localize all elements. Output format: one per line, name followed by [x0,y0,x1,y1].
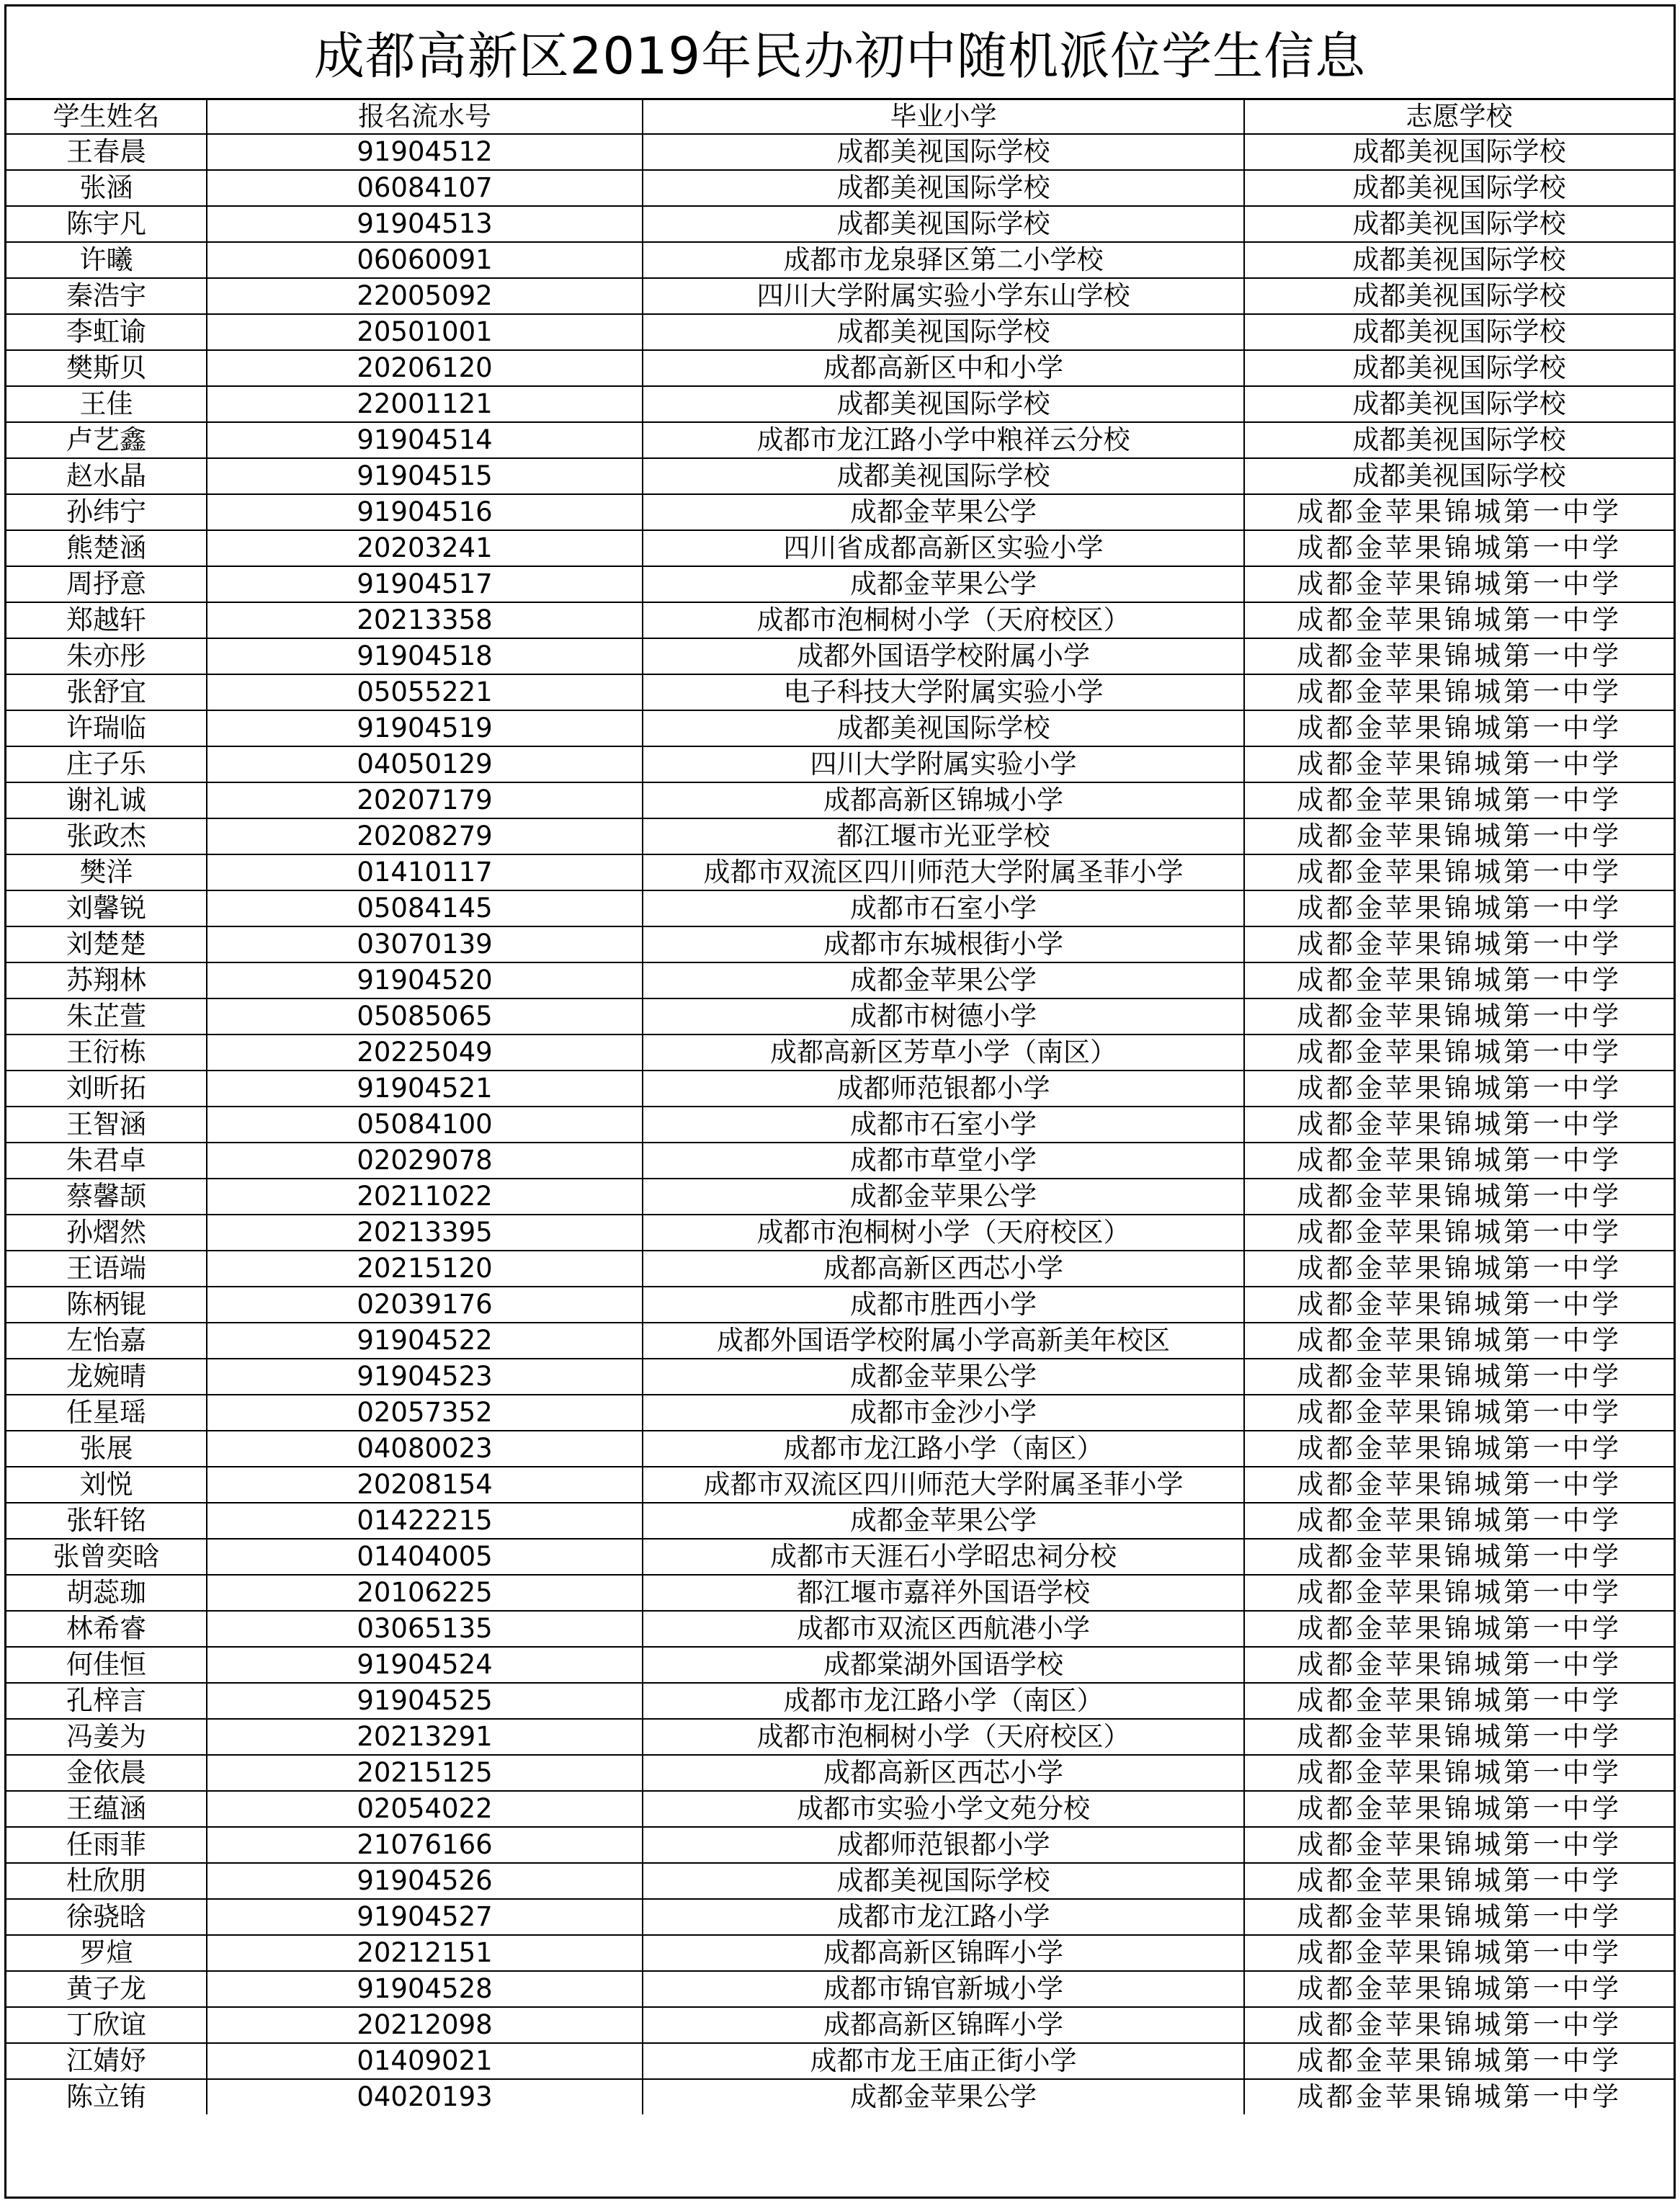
table-row [6,1287,1674,1323]
cell-student-name: 樊洋 [6,854,207,890]
cell-preferred-school: 成都金苹果锦城第一中学 [1244,1899,1674,1935]
table-row [6,926,1674,962]
cell-graduation-school: 成都高新区西芯小学 [643,1755,1244,1791]
cell-preferred-school: 成都金苹果锦城第一中学 [1244,890,1674,926]
table-row [6,134,1674,170]
cell-registration-number: 05085065 [207,998,643,1035]
cell-graduation-school: 成都市锦官新城小学 [643,1971,1244,2007]
cell-registration-number: 91904515 [207,458,643,494]
table-row [6,674,1674,710]
cell-registration-number: 20215125 [207,1755,643,1791]
cell-registration-number: 03070139 [207,926,643,962]
cell-student-name: 龙婉晴 [6,1359,207,1395]
cell-preferred-school: 成都金苹果锦城第一中学 [1244,674,1674,710]
cell-preferred-school: 成都金苹果锦城第一中学 [1244,638,1674,674]
cell-registration-number: 20203241 [207,530,643,566]
table-row [6,2007,1674,2043]
cell-registration-number: 02029078 [207,1143,643,1179]
cell-graduation-school: 成都高新区西芯小学 [643,1251,1244,1287]
table-row [6,242,1674,278]
cell-student-name: 许瑞临 [6,710,207,746]
cell-student-name: 左怡嘉 [6,1323,207,1359]
cell-student-name: 蔡馨颉 [6,1179,207,1215]
cell-graduation-school: 电子科技大学附属实验小学 [643,674,1244,710]
cell-preferred-school: 成都金苹果锦城第一中学 [1244,1755,1674,1791]
cell-preferred-school: 成都美视国际学校 [1244,350,1674,386]
cell-graduation-school: 成都市双流区四川师范大学附属圣菲小学 [643,1467,1244,1503]
cell-registration-number: 02054022 [207,1791,643,1827]
table-row [6,1431,1674,1467]
cell-registration-number: 03065135 [207,1611,643,1647]
cell-registration-number: 04080023 [207,1431,643,1467]
cell-preferred-school: 成都金苹果锦城第一中学 [1244,1683,1674,1719]
cell-graduation-school: 成都市泡桐树小学（天府校区） [643,1719,1244,1755]
cell-preferred-school: 成都金苹果锦城第一中学 [1244,602,1674,638]
cell-preferred-school: 成都金苹果锦城第一中学 [1244,1791,1674,1827]
cell-student-name: 罗煊 [6,1935,207,1971]
cell-graduation-school: 成都市双流区西航港小学 [643,1611,1244,1647]
cell-registration-number: 20106225 [207,1575,643,1611]
cell-preferred-school: 成都金苹果锦城第一中学 [1244,1863,1674,1899]
cell-student-name: 何佳恒 [6,1647,207,1683]
cell-student-name: 张涵 [6,170,207,206]
cell-registration-number: 02039176 [207,1287,643,1323]
cell-registration-number: 20208154 [207,1467,643,1503]
table-row [6,1719,1674,1755]
cell-preferred-school: 成都金苹果锦城第一中学 [1244,1971,1674,2007]
cell-preferred-school: 成都金苹果锦城第一中学 [1244,854,1674,890]
cell-student-name: 刘昕拓 [6,1071,207,1107]
table-row [6,1971,1674,2007]
cell-preferred-school: 成都金苹果锦城第一中学 [1244,962,1674,998]
cell-preferred-school: 成都金苹果锦城第一中学 [1244,1287,1674,1323]
cell-graduation-school: 成都高新区锦晖小学 [643,2007,1244,2043]
cell-student-name: 王衍栋 [6,1035,207,1071]
cell-student-name: 张轩铭 [6,1503,207,1539]
cell-graduation-school: 成都金苹果公学 [643,1503,1244,1539]
cell-graduation-school: 成都市金沙小学 [643,1395,1244,1431]
cell-student-name: 郑越轩 [6,602,207,638]
cell-student-name: 朱芷萱 [6,998,207,1035]
cell-registration-number: 05055221 [207,674,643,710]
table-row [6,602,1674,638]
cell-preferred-school: 成都美视国际学校 [1244,206,1674,242]
table-row [6,458,1674,494]
table-row [6,782,1674,818]
table-row [6,1755,1674,1791]
table-row [6,494,1674,530]
title-bar [6,6,1674,100]
cell-registration-number: 20213358 [207,602,643,638]
cell-registration-number: 91904512 [207,134,643,170]
cell-registration-number: 06084107 [207,170,643,206]
cell-registration-number: 91904523 [207,1359,643,1395]
cell-registration-number: 05084100 [207,1107,643,1143]
cell-student-name: 杜欣朋 [6,1863,207,1899]
cell-preferred-school: 成都金苹果锦城第一中学 [1244,494,1674,530]
cell-student-name: 卢艺鑫 [6,422,207,458]
cell-registration-number: 05084145 [207,890,643,926]
cell-registration-number: 01409021 [207,2043,643,2079]
cell-student-name: 冯姜为 [6,1719,207,1755]
table-header [6,100,1674,134]
cell-graduation-school: 成都市龙江路小学（南区） [643,1431,1244,1467]
table-row [6,1827,1674,1863]
cell-preferred-school: 成都美视国际学校 [1244,170,1674,206]
table-row [6,962,1674,998]
cell-registration-number: 20208279 [207,818,643,854]
cell-registration-number: 04020193 [207,2079,643,2114]
cell-preferred-school: 成都金苹果锦城第一中学 [1244,2043,1674,2079]
cell-student-name: 徐骁晗 [6,1899,207,1935]
cell-preferred-school: 成都金苹果锦城第一中学 [1244,1395,1674,1431]
cell-student-name: 刘悦 [6,1467,207,1503]
cell-preferred-school: 成都美视国际学校 [1244,422,1674,458]
cell-registration-number: 91904516 [207,494,643,530]
cell-preferred-school: 成都金苹果锦城第一中学 [1244,1143,1674,1179]
cell-graduation-school: 都江堰市光亚学校 [643,818,1244,854]
cell-student-name: 周抒意 [6,566,207,602]
cell-student-name: 张展 [6,1431,207,1467]
cell-student-name: 王语端 [6,1251,207,1287]
cell-student-name: 李虹谕 [6,314,207,350]
cell-preferred-school: 成都金苹果锦城第一中学 [1244,1827,1674,1863]
cell-preferred-school: 成都金苹果锦城第一中学 [1244,710,1674,746]
table-row [6,314,1674,350]
cell-student-name: 林希睿 [6,1611,207,1647]
table-row [6,422,1674,458]
cell-registration-number: 91904520 [207,962,643,998]
table-row [6,1323,1674,1359]
header-student-name: 学生姓名 [6,100,207,134]
cell-student-name: 黄子龙 [6,1971,207,2007]
cell-student-name: 江婧妤 [6,2043,207,2079]
cell-student-name: 张曾奕晗 [6,1539,207,1575]
table-row [6,818,1674,854]
cell-student-name: 孔梓言 [6,1683,207,1719]
cell-graduation-school: 成都市龙江路小学 [643,1899,1244,1935]
cell-registration-number: 20211022 [207,1179,643,1215]
cell-preferred-school: 成都美视国际学校 [1244,242,1674,278]
cell-preferred-school: 成都金苹果锦城第一中学 [1244,746,1674,782]
cell-graduation-school: 成都市树德小学 [643,998,1244,1035]
cell-student-name: 胡蕊珈 [6,1575,207,1611]
cell-preferred-school: 成都金苹果锦城第一中学 [1244,1323,1674,1359]
table-row [6,1899,1674,1935]
table-row [6,1215,1674,1251]
cell-registration-number: 91904517 [207,566,643,602]
header-registration-number: 报名流水号 [207,100,643,134]
cell-graduation-school: 成都高新区中和小学 [643,350,1244,386]
page-title: 成都高新区2019年民办初中随机派位学生信息 [313,27,1367,86]
cell-graduation-school: 成都美视国际学校 [643,314,1244,350]
cell-graduation-school: 成都美视国际学校 [643,458,1244,494]
cell-student-name: 熊楚涵 [6,530,207,566]
cell-registration-number: 01422215 [207,1503,643,1539]
table-row [6,1863,1674,1899]
table-row [6,1251,1674,1287]
cell-student-name: 樊斯贝 [6,350,207,386]
cell-preferred-school: 成都金苹果锦城第一中学 [1244,1071,1674,1107]
cell-student-name: 陈立铕 [6,2079,207,2114]
table-row [6,1143,1674,1179]
table-row [6,1467,1674,1503]
cell-preferred-school: 成都金苹果锦城第一中学 [1244,1539,1674,1575]
table-row [6,890,1674,926]
cell-registration-number: 91904514 [207,422,643,458]
cell-graduation-school: 成都市胜西小学 [643,1287,1244,1323]
cell-graduation-school: 成都市东城根街小学 [643,926,1244,962]
cell-student-name: 赵水晶 [6,458,207,494]
cell-student-name: 陈宇凡 [6,206,207,242]
cell-registration-number: 21076166 [207,1827,643,1863]
cell-graduation-school: 四川大学附属实验小学 [643,746,1244,782]
cell-registration-number: 91904519 [207,710,643,746]
cell-preferred-school: 成都金苹果锦城第一中学 [1244,1431,1674,1467]
table-row [6,386,1674,422]
cell-registration-number: 02057352 [207,1395,643,1431]
cell-preferred-school: 成都金苹果锦城第一中学 [1244,998,1674,1035]
cell-graduation-school: 四川省成都高新区实验小学 [643,530,1244,566]
table-row [6,1935,1674,1971]
table-row [6,998,1674,1035]
cell-graduation-school: 成都高新区芳草小学（南区） [643,1035,1244,1071]
spreadsheet-page [4,4,1676,2199]
cell-graduation-school: 成都美视国际学校 [643,1863,1244,1899]
cell-graduation-school: 都江堰市嘉祥外国语学校 [643,1575,1244,1611]
cell-student-name: 陈柄锟 [6,1287,207,1323]
table-row [6,638,1674,674]
cell-preferred-school: 成都金苹果锦城第一中学 [1244,566,1674,602]
cell-preferred-school: 成都金苹果锦城第一中学 [1244,1719,1674,1755]
cell-preferred-school: 成都金苹果锦城第一中学 [1244,1503,1674,1539]
cell-registration-number: 20225049 [207,1035,643,1071]
cell-graduation-school: 成都市石室小学 [643,890,1244,926]
cell-graduation-school: 成都市石室小学 [643,1107,1244,1143]
cell-preferred-school: 成都金苹果锦城第一中学 [1244,1575,1674,1611]
cell-preferred-school: 成都金苹果锦城第一中学 [1244,1611,1674,1647]
cell-registration-number: 20212151 [207,1935,643,1971]
cell-registration-number: 01410117 [207,854,643,890]
cell-student-name: 王蕴涵 [6,1791,207,1827]
cell-student-name: 刘馨锐 [6,890,207,926]
header-graduation-school: 毕业小学 [643,100,1244,134]
cell-graduation-school: 成都美视国际学校 [643,386,1244,422]
cell-registration-number: 20212098 [207,2007,643,2043]
cell-registration-number: 20213291 [207,1719,643,1755]
table-row [6,854,1674,890]
table-row [6,2079,1674,2114]
cell-graduation-school: 成都市实验小学文苑分校 [643,1791,1244,1827]
cell-preferred-school: 成都金苹果锦城第一中学 [1244,1107,1674,1143]
cell-preferred-school: 成都金苹果锦城第一中学 [1244,1215,1674,1251]
table-row [6,1071,1674,1107]
cell-graduation-school: 成都市龙江路小学中粮祥云分校 [643,422,1244,458]
cell-preferred-school: 成都美视国际学校 [1244,134,1674,170]
cell-preferred-school: 成都金苹果锦城第一中学 [1244,1647,1674,1683]
table-row [6,1791,1674,1827]
cell-student-name: 丁欣谊 [6,2007,207,2043]
table-row [6,278,1674,314]
cell-graduation-school: 成都市天涯石小学昭忠祠分校 [643,1539,1244,1575]
cell-student-name: 秦浩宇 [6,278,207,314]
cell-graduation-school: 四川大学附属实验小学东山学校 [643,278,1244,314]
cell-graduation-school: 成都市草堂小学 [643,1143,1244,1179]
table-row [6,566,1674,602]
cell-registration-number: 91904527 [207,1899,643,1935]
cell-student-name: 任雨菲 [6,1827,207,1863]
cell-graduation-school: 成都市龙王庙正街小学 [643,2043,1244,2079]
table-row [6,1611,1674,1647]
table-row [6,170,1674,206]
table-row [6,530,1674,566]
cell-student-name: 谢礼诚 [6,782,207,818]
table-row [6,2043,1674,2079]
cell-preferred-school: 成都金苹果锦城第一中学 [1244,818,1674,854]
cell-preferred-school: 成都美视国际学校 [1244,278,1674,314]
cell-graduation-school: 成都外国语学校附属小学高新美年校区 [643,1323,1244,1359]
cell-student-name: 朱亦彤 [6,638,207,674]
table-row [6,206,1674,242]
cell-preferred-school: 成都美视国际学校 [1244,458,1674,494]
header-row [6,100,1674,134]
table-row [6,1107,1674,1143]
cell-graduation-school: 成都市龙泉驿区第二小学校 [643,242,1244,278]
cell-graduation-school: 成都市龙江路小学（南区） [643,1683,1244,1719]
cell-registration-number: 22005092 [207,278,643,314]
table-body [6,134,1674,2114]
cell-registration-number: 91904524 [207,1647,643,1683]
cell-preferred-school: 成都金苹果锦城第一中学 [1244,1179,1674,1215]
cell-student-name: 王佳 [6,386,207,422]
table-row [6,1503,1674,1539]
cell-registration-number: 91904525 [207,1683,643,1719]
cell-registration-number: 22001121 [207,386,643,422]
cell-student-name: 庄子乐 [6,746,207,782]
cell-preferred-school: 成都金苹果锦城第一中学 [1244,1467,1674,1503]
cell-graduation-school: 成都市双流区四川师范大学附属圣菲小学 [643,854,1244,890]
table-row [6,1179,1674,1215]
cell-graduation-school: 成都美视国际学校 [643,710,1244,746]
cell-graduation-school: 成都金苹果公学 [643,1359,1244,1395]
cell-student-name: 张舒宜 [6,674,207,710]
cell-graduation-school: 成都金苹果公学 [643,1179,1244,1215]
cell-student-name: 孙纬宁 [6,494,207,530]
cell-graduation-school: 成都金苹果公学 [643,962,1244,998]
cell-graduation-school: 成都棠湖外国语学校 [643,1647,1244,1683]
cell-preferred-school: 成都金苹果锦城第一中学 [1244,1035,1674,1071]
cell-graduation-school: 成都金苹果公学 [643,566,1244,602]
cell-registration-number: 20215120 [207,1251,643,1287]
table-row [6,710,1674,746]
cell-student-name: 许曦 [6,242,207,278]
cell-student-name: 王春晨 [6,134,207,170]
table-row [6,1647,1674,1683]
table-row [6,1395,1674,1431]
cell-preferred-school: 成都金苹果锦城第一中学 [1244,926,1674,962]
cell-graduation-school: 成都外国语学校附属小学 [643,638,1244,674]
cell-student-name: 金依晨 [6,1755,207,1791]
cell-registration-number: 04050129 [207,746,643,782]
cell-registration-number: 06060091 [207,242,643,278]
table-row [6,1035,1674,1071]
cell-registration-number: 91904513 [207,206,643,242]
cell-student-name: 孙熠然 [6,1215,207,1251]
cell-registration-number: 20501001 [207,314,643,350]
cell-graduation-school: 成都师范银都小学 [643,1827,1244,1863]
cell-preferred-school: 成都金苹果锦城第一中学 [1244,1359,1674,1395]
cell-graduation-school: 成都师范银都小学 [643,1071,1244,1107]
table-row [6,1683,1674,1719]
cell-graduation-school: 成都高新区锦城小学 [643,782,1244,818]
cell-preferred-school: 成都金苹果锦城第一中学 [1244,1251,1674,1287]
cell-registration-number: 20206120 [207,350,643,386]
student-table [6,100,1674,2114]
cell-registration-number: 20207179 [207,782,643,818]
cell-preferred-school: 成都美视国际学校 [1244,386,1674,422]
cell-student-name: 刘楚楚 [6,926,207,962]
cell-preferred-school: 成都金苹果锦城第一中学 [1244,782,1674,818]
cell-graduation-school: 成都市泡桐树小学（天府校区） [643,1215,1244,1251]
cell-registration-number: 20213395 [207,1215,643,1251]
cell-graduation-school: 成都美视国际学校 [643,206,1244,242]
cell-preferred-school: 成都金苹果锦城第一中学 [1244,2007,1674,2043]
table-row [6,1359,1674,1395]
cell-registration-number: 01404005 [207,1539,643,1575]
cell-preferred-school: 成都金苹果锦城第一中学 [1244,530,1674,566]
cell-graduation-school: 成都金苹果公学 [643,494,1244,530]
cell-student-name: 朱君卓 [6,1143,207,1179]
cell-registration-number: 91904521 [207,1071,643,1107]
table-row [6,350,1674,386]
cell-registration-number: 91904528 [207,1971,643,2007]
cell-student-name: 任星瑶 [6,1395,207,1431]
cell-graduation-school: 成都高新区锦晖小学 [643,1935,1244,1971]
cell-registration-number: 91904518 [207,638,643,674]
header-preferred-school: 志愿学校 [1244,100,1674,134]
table-row [6,746,1674,782]
cell-registration-number: 91904522 [207,1323,643,1359]
cell-student-name: 苏翔林 [6,962,207,998]
cell-graduation-school: 成都美视国际学校 [643,134,1244,170]
cell-student-name: 张政杰 [6,818,207,854]
cell-preferred-school: 成都金苹果锦城第一中学 [1244,2079,1674,2114]
cell-graduation-school: 成都市泡桐树小学（天府校区） [643,602,1244,638]
cell-graduation-school: 成都金苹果公学 [643,2079,1244,2114]
table-row [6,1575,1674,1611]
cell-registration-number: 91904526 [207,1863,643,1899]
table-row [6,1539,1674,1575]
cell-preferred-school: 成都美视国际学校 [1244,314,1674,350]
cell-preferred-school: 成都金苹果锦城第一中学 [1244,1935,1674,1971]
cell-student-name: 王智涵 [6,1107,207,1143]
cell-graduation-school: 成都美视国际学校 [643,170,1244,206]
